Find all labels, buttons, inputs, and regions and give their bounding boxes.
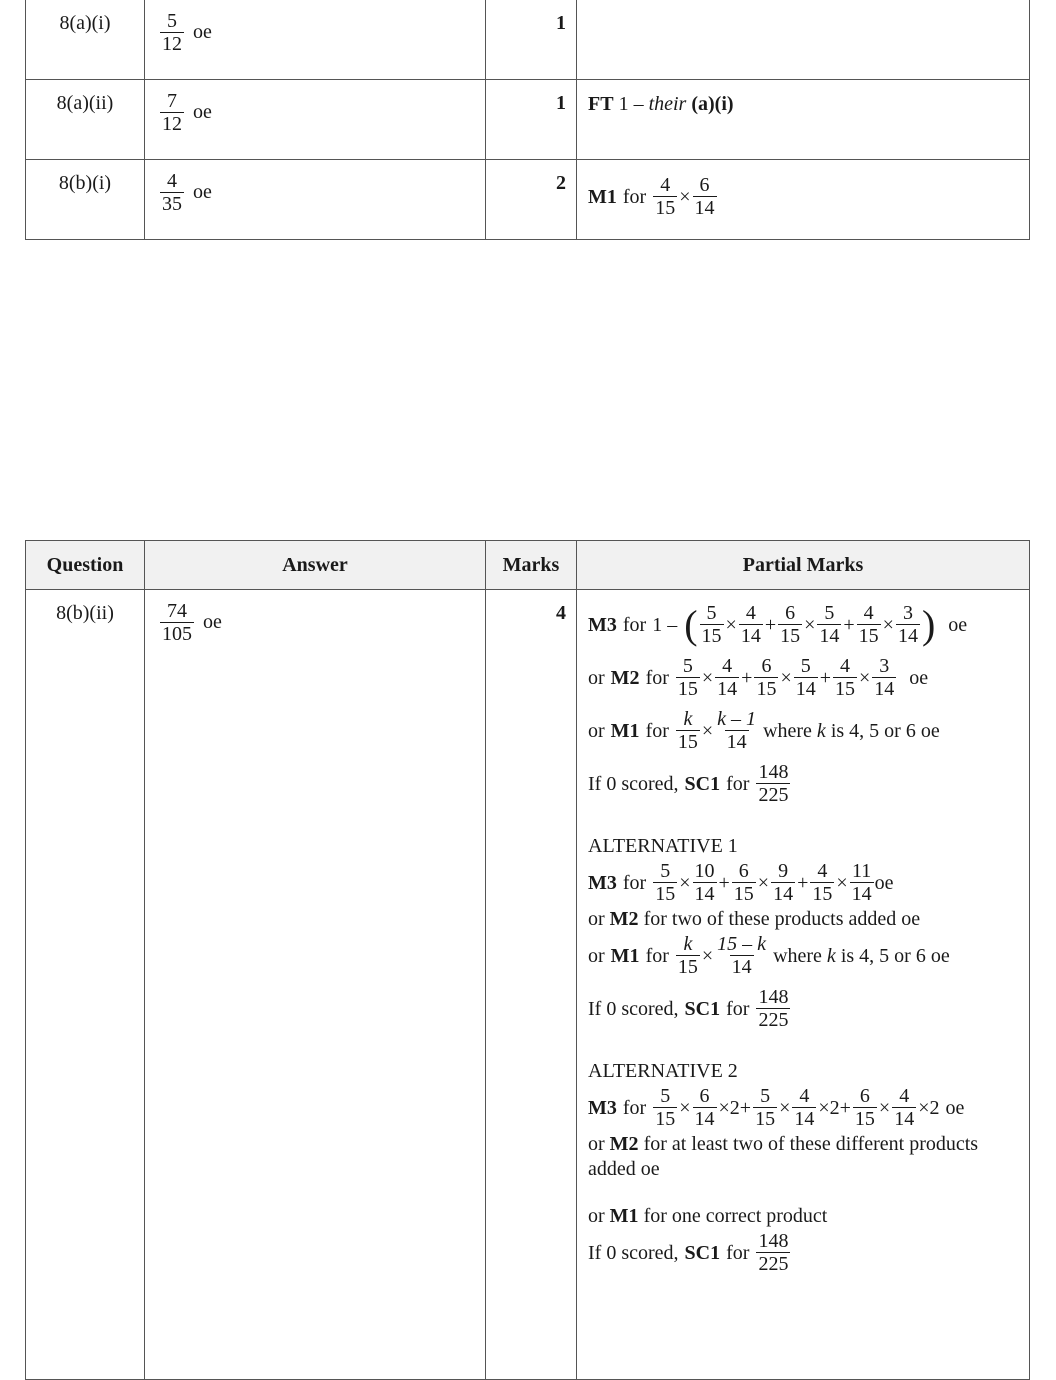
alt2-sc1-line: If 0 scored, SC1 for 148 225: [588, 1230, 789, 1275]
question-cell: 8(a)(ii): [26, 80, 145, 160]
alt2-m2-line: or M2 for at least two of these different products added oe: [588, 1133, 979, 1180]
marking-table-main: [25, 540, 1030, 1380]
marks-cell: 1: [486, 0, 577, 80]
partial-marks-cell: M1 for $\frac{4}{15}$ × $\frac{6}{14}$: [577, 160, 1030, 240]
alt1-m1-line: or M1 for $\frac{k}{15}$ × $\frac{15 - k}{14}$ where k is 4, 5 or 6 oe: [588, 933, 950, 978]
marks-cell: 1: [486, 80, 577, 160]
partial-marks-cell: [577, 590, 1030, 1380]
m1-line: or M1 for $\frac{k}{15}$ × $\frac{k - 1}{14}$ where k is 4, 5 or 6 oe: [588, 708, 940, 753]
header-question: Question: [26, 541, 145, 590]
answer-cell: $\frac{74}{105}$ oe: [145, 590, 486, 1380]
header-answer: Answer: [145, 541, 486, 590]
alt1-m3-line: M3 for $\frac{5}{15}$ × $\frac{10}{14}$ + $\frac{6}{15}$ × $\frac{9}{14}$ + $\frac{4}{15}$ × $\frac{11}{14}$ oe: [588, 860, 894, 905]
answer-fraction: $\frac{7}{12}$: [162, 90, 182, 135]
table-row: [26, 590, 1030, 1380]
table-row: [26, 160, 1030, 240]
marking-table-top: [25, 0, 1030, 240]
sc1-line: If 0 scored, SC1 for 148 225: [588, 761, 789, 806]
answer-fraction: $\frac{74}{105}$: [162, 600, 192, 645]
table-row: [26, 80, 1030, 160]
m2-line: or M2 for $\frac{5}{15}$ × $\frac{4}{14}$ + $\frac{6}{15}$ × $\frac{5}{14}$ + $\frac{4}{15}$ × $\frac{3}{14}$ oe: [588, 655, 929, 700]
partial-marks-cell: FT 1 – their (a)(i): [577, 80, 1030, 160]
question-cell: 8(b)(ii): [26, 590, 145, 1380]
header-row: [26, 541, 1030, 590]
partial-marks-cell: [577, 0, 1030, 80]
answer-fraction: $\frac{4}{35}$: [162, 170, 182, 215]
answer-cell: $\frac{4}{35}$ oe: [145, 160, 486, 240]
header-marks: Marks: [486, 541, 577, 590]
answer-cell: $\frac{7}{12}$ oe: [145, 80, 486, 160]
marks-cell: 2: [486, 160, 577, 240]
question-cell: 8(b)(i): [26, 160, 145, 240]
alternative-1-heading: ALTERNATIVE 1: [588, 835, 738, 857]
answer-cell: $\frac{5}{12}$ oe: [145, 0, 486, 80]
alternative-2-heading: ALTERNATIVE 2: [588, 1060, 738, 1082]
marks-cell: 4: [486, 590, 577, 1380]
alt1-sc1-line: If 0 scored, SC1 for 148 225: [588, 986, 789, 1031]
header-partial-marks: Partial Marks: [577, 541, 1030, 590]
table-row: [26, 0, 1030, 80]
m3-line: M3 for 1 – ( $\frac{5}{15}$ × $\frac{4}{14}$ + $\frac{6}{15}$ × $\frac{5}{14}$ + $\frac{4}{15}$ × $\frac{3}{14}$ ) oe: [588, 601, 968, 647]
alt2-m1-line: or M1 for one correct product: [588, 1205, 828, 1227]
alt2-m3-line: M3 for $\frac{5}{15}$ × $\frac{6}{14}$ ×2+ $\frac{5}{15}$ × $\frac{4}{14}$ ×2+ $\frac{6}{15}$ × $\frac{4}{14}$ ×2 oe: [588, 1085, 965, 1130]
question-cell: 8(a)(i): [26, 0, 145, 80]
alt1-m2-line: or M2 for two of these products added oe: [588, 908, 921, 930]
answer-fraction: $\frac{5}{12}$: [162, 10, 182, 55]
